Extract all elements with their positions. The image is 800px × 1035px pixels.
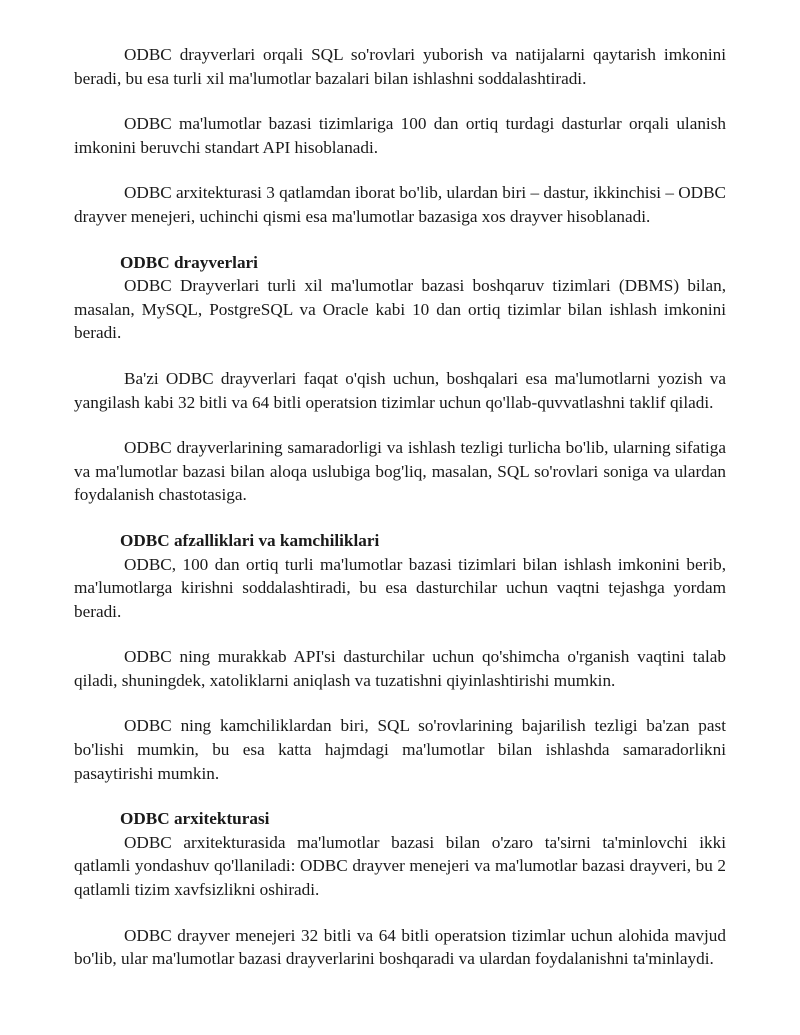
- paragraph: ODBC, 100 dan ortiq turli ma'lumotlar bazasi tizimlari bilan ishlash imkonini berib, ma'lumotlarga kirishni soddalashtiradi, bu esa dasturchilar uchun vaqtni tejashga yordam beradi.: [74, 554, 726, 621]
- paragraph: ODBC drayver menejeri 32 bitli va 64 bitli operatsion tizimlar uchun alohida mavjud bo'lib, ular ma'lumotlar bazasi drayverlarini boshqaradi va ulardan foydalanishni ta'minlaydi.: [74, 925, 726, 969]
- paragraph: ODBC drayverlarining samaradorligi va ishlash tezligi turlicha bo'lib, ularning sifatiga va ma'lumotlar bazasi bilan aloqa uslubiga bog'liq, masalan, SQL so'rovlari soniga va ulardan foydalanish chastotasiga.: [74, 438, 726, 505]
- section-heading-drivers: ODBC drayverlari: [120, 252, 258, 272]
- section-heading-pros-cons: ODBC afzalliklari va kamchiliklari: [120, 530, 380, 550]
- paragraph: ODBC drayverlari orqali SQL so'rovlari yuborish va natijalarni qaytarish imkonini beradi, bu esa turli xil ma'lumotlar bazalari bilan ishlashni soddalashtiradi.: [74, 45, 726, 88]
- paragraph: Ba'zi ODBC drayverlari faqat o'qish uchun, boshqalari esa ma'lumotlarni yozish va yangilash kabi 32 bitli va 64 bitli operatsion tizimlar uchun qo'llab-quvvatlashni taklif qiladi.: [74, 368, 726, 412]
- paragraph: ODBC arxitekturasida ma'lumotlar bazasi bilan o'zaro ta'sirni ta'minlovchi ikki qatlamli yondashuv qo'llaniladi: ODBC drayver menejeri va ma'lumotlar bazasi drayveri, bu 2 qatlamli tizim xavfsizlikni oshiradi.: [74, 832, 726, 900]
- paragraph: ODBC ning kamchiliklardan biri, SQL so'rovlarining bajarilish tezligi ba'zan past bo'lishi mumkin, bu esa katta hajmdagi ma'lumotlar bilan ishlashda samaradorlikni pasaytirishi mumkin.: [74, 716, 726, 783]
- paragraph: ODBC arxitekturasi 3 qatlamdan iborat bo'lib, ulardan biri – dastur, ikkinchisi – ODBC drayver menejeri, uchinchi qismi esa ma'lumotlar bazasiga xos drayver hisoblanadi.: [74, 183, 726, 226]
- paragraph: ODBC ning murakkab API'si dasturchilar uchun qo'shimcha o'rganish vaqtini talab qiladi, shuningdek, xatoliklarni aniqlash va tuzatishni qiyinlashtirishi mumkin.: [74, 647, 726, 690]
- paragraph: ODBC Drayverlari turli xil ma'lumotlar bazasi boshqaruv tizimlari (DBMS) bilan, masalan, MySQL, PostgreSQL va Oracle kabi 10 dan ortiq tizimlar bilan ishlash imkonini beradi.: [74, 276, 726, 343]
- paragraph: ODBC ma'lumotlar bazasi tizimlariga 100 dan ortiq turdagi dasturlar orqali ulanish imkonini beruvchi standart API hisoblanadi.: [74, 114, 726, 157]
- section-heading-architecture: ODBC arxitekturasi: [120, 809, 270, 829]
